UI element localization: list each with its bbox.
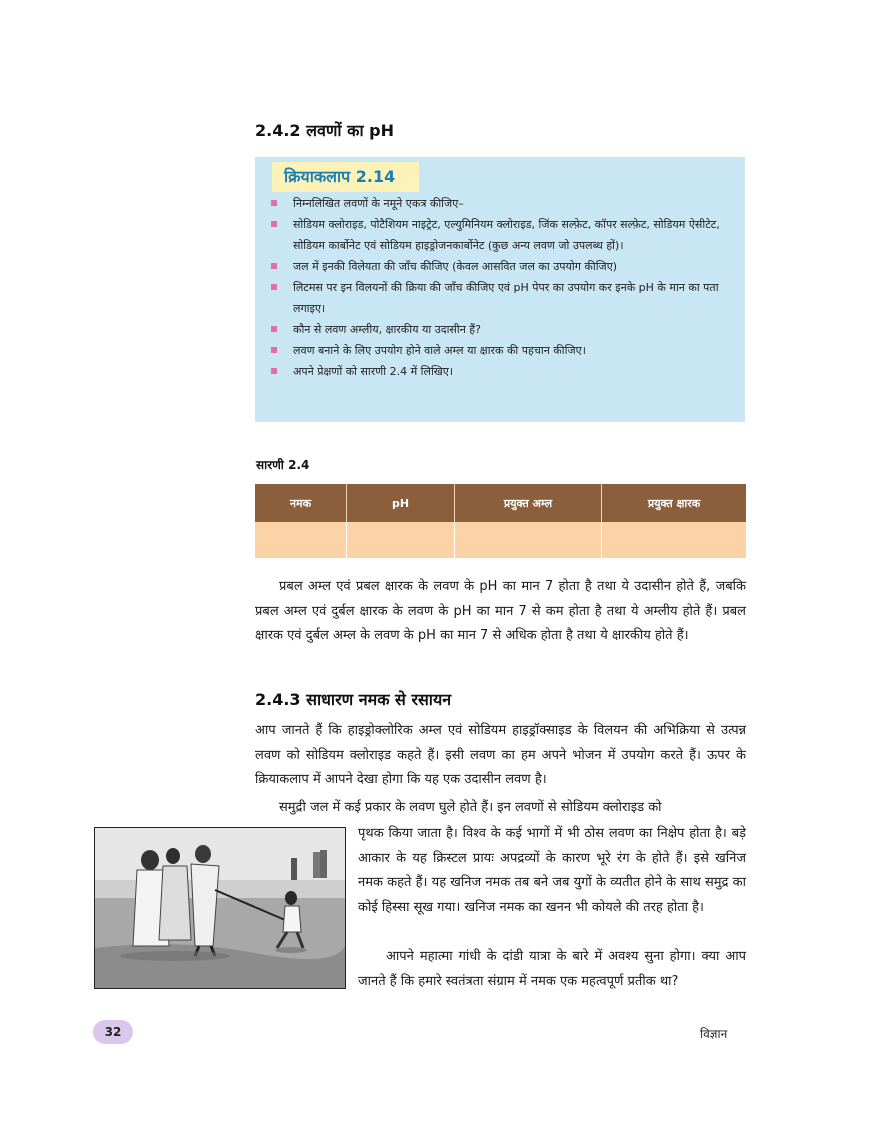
square-bullet-icon bbox=[271, 221, 277, 227]
activity-item: सोडियम क्लोराइड, पोटैशियम नाइट्रेट, एल्युमिनियम क्लोराइड, जिंक सल्फ़ेट, कॉपर सल्फ़ेट, सोडियम ऐसीटेट, सोडियम कार्बोनेट एवं सोडियम हाइड्रोजनकार्बोनेट (कुछ अन्य लवण जो उपलब्ध हों)। bbox=[271, 214, 735, 256]
table-header-cell: प्रयुक्त क्षारक bbox=[602, 484, 747, 522]
activity-item: निम्नलिखित लवणों के नमूने एकत्र कीजिए– bbox=[271, 193, 735, 214]
activity-box bbox=[255, 157, 745, 422]
square-bullet-icon bbox=[271, 368, 277, 374]
dandi-march-illustration bbox=[95, 828, 345, 988]
body-paragraph: आपने महात्मा गांधी के दांडी यात्रा के बारे में अवश्य सुना होगा। क्या आप जानते हैं कि हमारे स्वतंत्रता संग्राम में नमक एक महत्वपूर्ण प्रतीक था? bbox=[358, 949, 746, 989]
activity-item: अपने प्रेक्षणों को सारणी 2.4 में लिखिए। bbox=[271, 361, 735, 382]
dandi-march-photo bbox=[94, 827, 346, 989]
activity-list bbox=[271, 193, 735, 382]
activity-title: क्रियाकलाप 2.14 bbox=[284, 167, 396, 186]
table-cell bbox=[255, 522, 347, 558]
page-number-badge: 32 bbox=[93, 1020, 133, 1044]
table-row bbox=[255, 522, 746, 558]
table-caption: सारणी 2.4 bbox=[256, 458, 310, 472]
table-header-row bbox=[255, 484, 746, 522]
activity-item: कौन से लवण अम्लीय, क्षारकीय या उदासीन हैं? bbox=[271, 319, 735, 340]
square-bullet-icon bbox=[271, 284, 277, 290]
table-cell bbox=[602, 522, 747, 558]
section-heading-2-4-2: 2.4.2 लवणों का pH bbox=[255, 121, 394, 140]
table-cell bbox=[455, 522, 602, 558]
table-header-cell: नमक bbox=[255, 484, 347, 522]
body-paragraph: आप जानते हैं कि हाइड्रोक्लोरिक अम्ल एवं सोडियम हाइड्रॉक्साइड के विलयन की अभिक्रिया से उत्पन्न लवण को सोडियम क्लोराइड कहते हैं। इसी लवण का हम अपने भोजन में उपयोग करते हैं। ऊपर के क्रियाकलाप में आपने देखा होगा कि यह एक उदासीन लवण है। bbox=[255, 723, 746, 787]
table-header-cell: pH bbox=[347, 484, 455, 522]
observation-table bbox=[255, 484, 746, 558]
subject-label: विज्ञान bbox=[700, 1027, 728, 1041]
table-cell bbox=[347, 522, 455, 558]
body-paragraph: पृथक किया जाता है। विश्व के कई भागों में भी ठोस लवण का निक्षेप होता है। बड़े आकार के यह क्रिस्टल प्रायः अपद्रव्यों के कारण भूरे रंग के होते हैं। इसे खनिज नमक कहते हैं। यह खनिज नमक तब बने जब युगों के व्यतीत होने के साथ समुद्र का कोई हिस्सा सूख गया। खनिज नमक का खनन भी कोयले की तरह होता है। bbox=[358, 826, 746, 915]
activity-item: जल में इनकी विलेयता की जाँच कीजिए (केवल आसवित जल का उपयोग कीजिए) bbox=[271, 256, 735, 277]
square-bullet-icon bbox=[271, 326, 277, 332]
activity-item: लिटमस पर इन विलयनों की क्रिया की जाँच कीजिए एवं pH पेपर का उपयोग कर इनके pH के मान का पता लगाइए। bbox=[271, 277, 735, 319]
activity-title-box bbox=[272, 162, 419, 192]
body-paragraph: प्रबल अम्ल एवं प्रबल क्षारक के लवण के pH का मान 7 होता है तथा ये उदासीन होते हैं, जबकि प्रबल अम्ल एवं दुर्बल क्षारक के लवण के pH का मान 7 से कम होता है तथा ये अम्लीय होते हैं। प्रबल क्षारक एवं दुर्बल अम्ल के लवण के pH का मान 7 से अधिक होता है तथा ये क्षारकीय होते हैं। bbox=[255, 579, 746, 643]
section-heading-2-4-3: 2.4.3 साधारण नमक से रसायन bbox=[255, 690, 452, 709]
square-bullet-icon bbox=[271, 347, 277, 353]
square-bullet-icon bbox=[271, 200, 277, 206]
table-header-cell: प्रयुक्त अम्ल bbox=[455, 484, 602, 522]
activity-item: लवण बनाने के लिए उपयोग होने वाले अम्ल या क्षारक की पहचान कीजिए। bbox=[271, 340, 735, 361]
square-bullet-icon bbox=[271, 263, 277, 269]
body-paragraph: समुद्री जल में कई प्रकार के लवण घुले होते हैं। इन लवणों से सोडियम क्लोराइड को bbox=[279, 800, 662, 815]
